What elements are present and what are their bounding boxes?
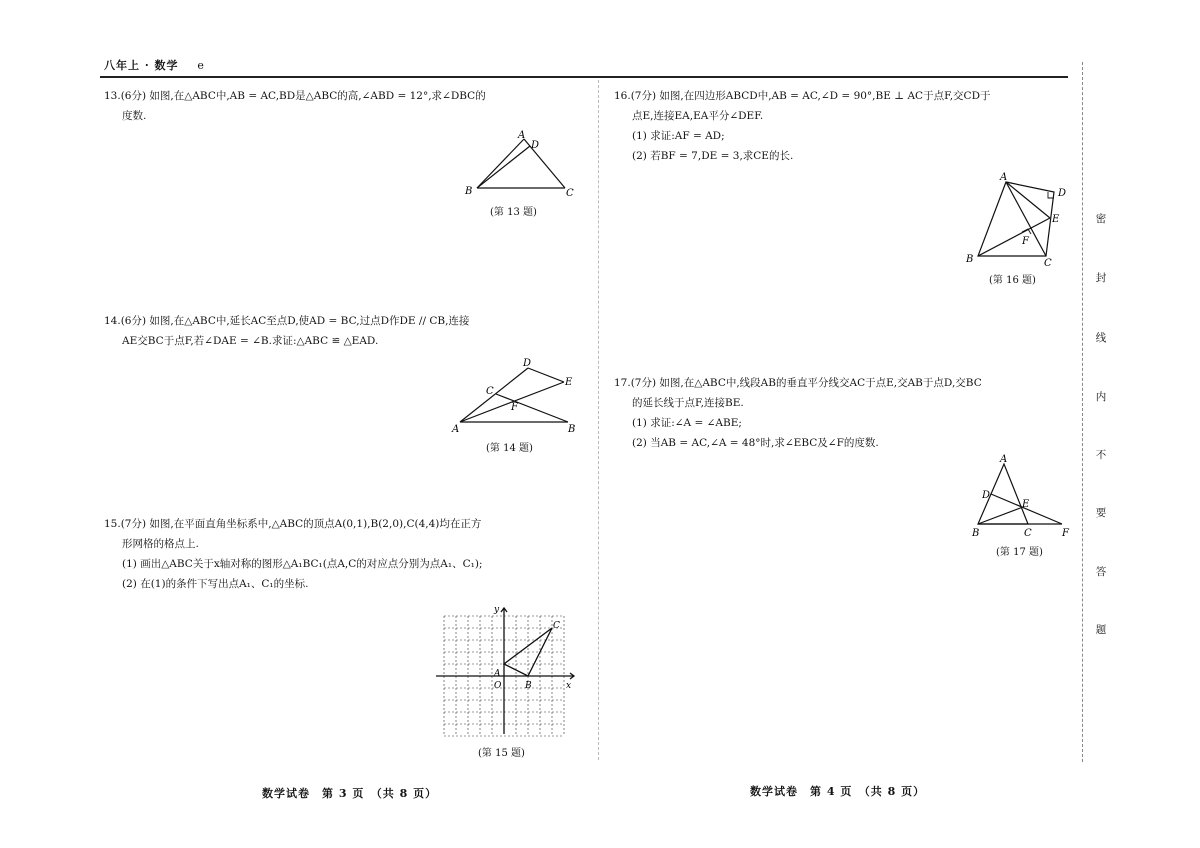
- label-A: A: [518, 130, 526, 141]
- label-C: C: [553, 621, 560, 631]
- label-B: B: [465, 186, 473, 197]
- label-F: F: [511, 402, 518, 413]
- question-15-line: (2) 在(1)的条件下写出点A₁、C₁的坐标.: [122, 578, 309, 590]
- binding-line: [1082, 62, 1083, 762]
- label-B: B: [972, 528, 980, 539]
- label-B: B: [568, 424, 576, 435]
- label-C: C: [566, 188, 574, 198]
- figure-16: [962, 170, 1072, 270]
- caption-16: (第 16 题): [989, 275, 1036, 286]
- figure-14: [446, 352, 586, 437]
- label-D: D: [1058, 188, 1067, 199]
- question-16-line: 点E,连接EA,EA平分∠DEF.: [632, 110, 764, 122]
- caption-13: (第 13 题): [490, 207, 537, 218]
- question-17-line: (2) 当AB = AC,∠A = 48°时,求∠EBC及∠F的度数.: [632, 437, 879, 449]
- figure-15-grid: [432, 600, 580, 740]
- question-17-line: (1) 求证:∠A = ∠ABE;: [632, 417, 742, 429]
- seal-char: 不: [1095, 449, 1107, 461]
- seal-char: 密: [1095, 213, 1107, 225]
- caption-17: (第 17 题): [996, 547, 1043, 558]
- label-A: A: [452, 424, 460, 435]
- label-D: D: [523, 358, 532, 369]
- question-15-line: 15.(7分) 如图,在平面直角坐标系中,△ABC的顶点A(0,1),B(2,0),C(4,4)均在正方: [104, 518, 482, 530]
- label-x: x: [566, 681, 572, 691]
- caption-14: (第 14 题): [486, 443, 533, 454]
- label-A: A: [1000, 454, 1008, 465]
- question-15-line: (1) 画出△ABC关于x轴对称的图形△A₁BC₁(点A,C的对应点分别为点A₁、C₁);: [122, 558, 483, 570]
- seal-char: 线: [1095, 332, 1107, 344]
- question-14-line: AE交BC于点F,若∠DAE = ∠B.求证:△ABC ≌ △EAD.: [122, 335, 379, 347]
- label-E: E: [565, 377, 573, 388]
- question-15: [104, 514, 482, 594]
- label-F: F: [1022, 236, 1029, 247]
- seal-char: 答: [1095, 566, 1107, 578]
- label-O: O: [494, 681, 502, 691]
- header-rule: [100, 76, 1068, 78]
- question-16: [614, 86, 991, 166]
- label-F: F: [1062, 528, 1069, 539]
- label-C: C: [486, 386, 494, 397]
- seal-char: 要: [1095, 507, 1107, 519]
- label-A: A: [494, 669, 501, 679]
- question-14-line: 14.(6分) 如图,在△ABC中,延长AC至点D,使AD = BC,过点D作DE // CB,连接: [104, 315, 470, 327]
- question-16-line: 16.(7分) 如图,在四边形ABCD中,AB = AC,∠D = 90°,BE ⊥ AC于点F,交CD于: [614, 90, 991, 102]
- question-17: [614, 373, 982, 453]
- figure-17: [966, 452, 1076, 542]
- label-D: D: [982, 490, 991, 501]
- footer-right: 数学试卷 第 4 页 （共 8 页）: [750, 785, 926, 798]
- question-17-line: 的延长线于点F,连接BE.: [632, 397, 744, 409]
- label-C: C: [1024, 528, 1032, 539]
- question-17-line: 17.(7分) 如图,在△ABC中,线段AB的垂直平分线交AC于点E,交AB于点D,交BC: [614, 377, 982, 389]
- question-16-line: (1) 求证:AF = AD;: [632, 130, 725, 142]
- page-divider: [598, 80, 599, 760]
- label-B: B: [525, 681, 532, 691]
- question-13: [104, 86, 486, 126]
- question-16-line: (2) 若BF = 7,DE = 3,求CE的长.: [632, 150, 794, 162]
- label-B: B: [966, 254, 974, 265]
- label-D: D: [531, 140, 540, 151]
- label-E: E: [1022, 499, 1030, 510]
- question-13-line: 度数.: [122, 110, 147, 122]
- label-y: y: [494, 605, 500, 615]
- seal-char: 封: [1095, 272, 1107, 284]
- question-14: [104, 311, 469, 351]
- figure-13: [460, 128, 580, 198]
- caption-15: (第 15 题): [478, 748, 525, 759]
- label-A: A: [1000, 172, 1008, 183]
- label-E: E: [1052, 214, 1060, 225]
- header-subject: 八年上 · 数学: [104, 59, 179, 72]
- header-mark: e: [197, 59, 205, 72]
- question-15-line: 形网格的格点上.: [122, 538, 199, 550]
- footer-left: 数学试卷 第 3 页 （共 8 页）: [262, 787, 438, 800]
- question-13-line: 13.(6分) 如图,在△ABC中,AB = AC,BD是△ABC的高,∠ABD = 12°,求∠DBC的: [104, 90, 486, 102]
- seal-char: 题: [1095, 624, 1107, 636]
- label-C: C: [1044, 258, 1052, 269]
- seal-char: 内: [1095, 391, 1107, 403]
- header-title: [104, 57, 205, 73]
